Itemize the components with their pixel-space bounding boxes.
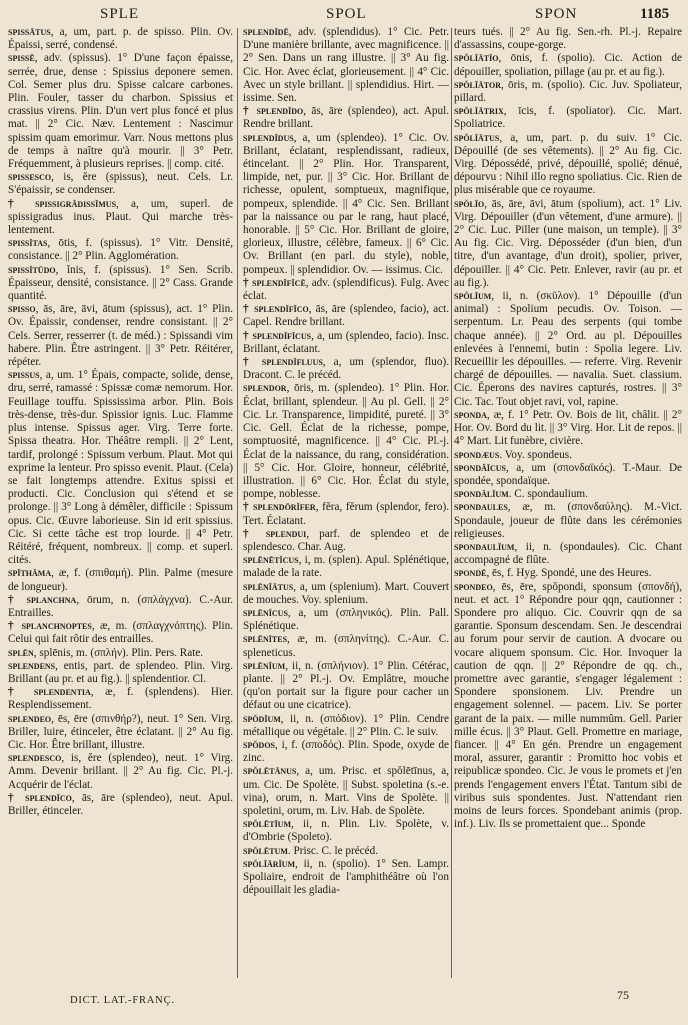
definition: , a, um (σπονδαϊκός). T.-Maur. De spondée, spondaïque.	[454, 461, 682, 487]
definition: , ĭnis, f. (spissus). 1° Sen. Scrib. Épaisseur, densité, consistance. || 2° Cass. Grande quantité.	[8, 263, 233, 303]
definition: , a, um (splendeo). 1° Cic. Ov. Brillant, éclatant, resplendissant, radieux, étincelant. || 2° Plin. Hor. Transparent, limpide, net, pur. || 3° Cic. Hor. Brillant de richesse, opulent, somptueux, magnifique, pompeux, splendide. || 4° Cic. Sen. Brillant par la naissance ou par le rang, haut placé, honorable. || 5° Cic. Hor. Brillant de gloire, glorieux, illustre, célèbre, fameux. || 6° Cic. Ov. Brillant (en parl. du style), noble, pompeux. || splendidior. Ov. — issimus. Cic.	[243, 131, 449, 276]
headword: spissātus	[8, 26, 51, 38]
dictionary-entry	[243, 528, 449, 554]
definition: , ōris, m. (splendeo). 1° Plin. Hor. Éclat, brillant, splendeur. || Au pl. Gell. || 2° Cic. Lr. Transparence, limpidité, pureté. || 3° Cic. Gell. Éclat de la richesse, pompe, somptuosité, magnificence. || 4° Cic. Pl.-j. Éclat de la naissance, du rang, considération. || 5° Cic. Hor. Gloire, honneur, célébrité, illustration. || 6° Cic. Hor. Éclat du style, pompe, noblesse.	[243, 382, 449, 501]
headword: spŏlĭātĭo	[454, 52, 499, 65]
definition: . Prisc. C. le précéd.	[287, 844, 379, 857]
right-guide-word: SPON	[535, 6, 578, 22]
page-footer	[0, 988, 688, 1021]
headword: spŏlētĭum	[243, 818, 292, 831]
definition: , splēnis, m. (σπλήν). Plin. Pers. Rate.	[33, 646, 204, 659]
headword: spissĭtūdo	[8, 263, 56, 276]
dictionary-entry	[454, 581, 682, 832]
headword: spĭthăma	[8, 567, 52, 580]
definition: , ii, n. (σπλήνιον). 1° Plin. Cétérac, plante. || 2° Pl.-j. Ov. Emplâtre, mouche (qu'on portait sur la figure pour cacher un défaut ou une cicatrice).	[243, 659, 449, 712]
dictionary-entry	[454, 52, 682, 78]
headword: † splendĭfĭcus	[243, 329, 312, 342]
dictionary-entry	[8, 567, 233, 593]
definition: . C. spondaulium.	[508, 488, 588, 501]
dictionary-entry	[454, 488, 682, 501]
dictionary-entry	[243, 382, 449, 501]
headword: spondălĭum	[454, 488, 509, 501]
headword: spŏlĭātrix	[454, 105, 504, 118]
dictionary-entry	[243, 26, 449, 105]
dictionary-entry	[454, 290, 682, 409]
dictionary-entry	[8, 660, 233, 686]
definition: , ēs, ēre (σπινθήρ?), neut. 1° Sen. Virg. Briller, luire, étinceler, être éclatant. || 2° Au fig. Cic. Hor. Être brillant, illustre.	[8, 712, 233, 751]
dictionary-entry	[8, 620, 233, 646]
definition: . Voy. spondeus.	[499, 448, 572, 461]
dictionary-entry	[8, 264, 233, 304]
definition: , ās, āre (splendeo, facio), act. Capel. Rendre brillant.	[243, 303, 449, 329]
headword: spondē	[454, 567, 487, 580]
headword: splendeo	[8, 712, 52, 725]
headword: spondæus	[454, 448, 500, 461]
dictionary-entry	[454, 541, 682, 567]
definition: teurs tués. || 2° Au fig. Sen.-rh. Pl.-j. Repaire d'assassins, coupe-gorge.	[454, 26, 682, 52]
headword: † splendōrĭfer	[243, 501, 316, 514]
dictionary-entry	[8, 171, 233, 197]
dictionary-entry	[454, 501, 682, 541]
dictionary-entry	[243, 581, 449, 607]
dictionary-entry	[454, 567, 682, 580]
definition: , ās, āre, āvi, ātum (spolium), act. 1° Liv. Virg. Dépouiller (d'un vêtement, d'une armure). || 2° Cic. Luc. Piller (une maison, un temple). || 3° Au fig. Cic. Virg. Déposséder (d'un bien, d'un titre, d'un avantage, d'un droit), spolier, priver, dépouiller. || 4° Cic. Petr. Enlever, ravir (au pr. et au fig.).	[454, 197, 682, 289]
dictionary-entry	[454, 26, 682, 52]
headword: spŏlĭārĭum	[243, 857, 296, 870]
definition: , ēs, ēre, spŏpondi, sponsum (σπονδή), neut. et act. 1° Répondre pour qqn, cautionner : Spondere pro aliquo. Cic. Couvrir qqn de sa garantie. Sponsum descendam. Sen. Je descendrai au forum pour servir de caution. A dvocare ou vocare aliquem sponsum. Cic. Hor. Invoquer la caution de qqn. || 2° Répondre de qq. ch., promettre avec garantie, s'engager légalement : Spondere sponsionem. Liv. Prendre un engagement solennel. — pacem. Liv. Se porter garant de la paix. — mille nummûm. Gell. Parier mille écus. || 3° Plaut. Gell. Promettre en mariage, fiancer. || 4° En gén. Prendre un engagement moral, assurer, garantir : Promitto hoc vobis et reipublicæ spondeo. Cic. Je vous le promets et j'en prends l'engagement envers l'État. Tantum sibi de viribus suis spondentes. Just. N'attendant rien moins de leurs forces. Spondebant animis (prop. inf.). Liv. Ils se promettaient que... Sponde	[454, 580, 682, 831]
definition: , a, um, part. p. de spisso. Plin. Ov. Épaissi, serré, condensé.	[8, 26, 233, 52]
definition: , adv. (splendificus). Fulg. Avec éclat.	[243, 276, 449, 303]
headword: spondăĭcus	[454, 461, 507, 474]
headword: † splendui	[243, 527, 307, 540]
page-header	[0, 6, 688, 26]
dictionary-entry	[8, 752, 233, 792]
definition: , adv. (spissus). 1° D'une façon épaisse, serrée, drue, dense : Spissius deponere semen. Col. Semer plus dru. Spisse calcare carbones. Plin. Fouler, tasser du charbon. Spissius et crassius virens. Plin. D'un vert plus foncé et plus mat. || 2° Cic. Næv. Lentement : Nascimur spissim quam emorimur. Varr. Nous mettons plus de temps à naître qu'à mourir. || 3° Petr. Fréquemment, à plusieurs reprises. || comp. cité.	[8, 52, 233, 171]
headword: spŏlētum	[243, 844, 288, 857]
definition: , æ, m. (σπλαγχνόπτης). Plin. Celui qui fait rôtir des entrailles.	[8, 620, 233, 646]
dictionary-entry	[243, 713, 449, 739]
definition: , a, um (splendeo, facio). Insc. Brillant, éclatant.	[243, 329, 449, 355]
definition: , ōris, m. (spolio). Cic. Juv. Spoliateur, pillard.	[454, 78, 682, 105]
definition: , a, um. Prisc. et spŏlētīnus, a, um. Cic. De Spolète. || Subst. spoletina (s.-e. vina), orum, n. Mart. Vins de Spolète. || spoletini, orum, m. Liv. Hab. de Spolète.	[243, 765, 449, 817]
dictionary-entry	[243, 633, 449, 659]
headword: spisso	[8, 303, 36, 316]
dictionary-entry	[8, 686, 233, 712]
dictionary-entry	[8, 713, 233, 753]
dictionary-entry	[243, 356, 449, 382]
page-number: 1185	[640, 6, 670, 22]
definition: , ii, n. (spondaules). Cic. Chant accompagné de flûte.	[454, 540, 682, 567]
definition: , īcis, f. (spoliator). Cic. Mart. Spoliatrice.	[454, 105, 682, 131]
headword: spondaulĭum	[454, 540, 515, 553]
dictionary-entry	[243, 739, 449, 765]
definition: , fĕra, fĕrum (splendor, fero). Tert. Éclatant.	[243, 501, 449, 527]
definition: , ii, n. (σπόδιον). 1° Plin. Cendre métallique ou végétale. || 2° Plin. C. le suiv.	[243, 712, 449, 738]
headword: splēnĭātus	[243, 580, 294, 593]
headword: splendesco	[8, 752, 62, 765]
dictionary-entry	[8, 198, 233, 238]
definition: , entis, part. de splendeo. Plin. Virg. Brillant (au pr. et au fig.). || splendentior. Cl.	[8, 659, 233, 685]
headword: splēnītes	[243, 633, 288, 646]
dictionary-entry	[454, 79, 682, 105]
dictionary-entry	[8, 792, 233, 818]
dictionary-entry	[8, 647, 233, 660]
dictionary-entry	[454, 132, 682, 198]
headword: spŏdĭum	[243, 712, 281, 725]
headword: spondeo	[454, 580, 493, 593]
dictionary-entry	[243, 765, 449, 818]
headword: spŏlētānus	[243, 765, 297, 778]
dictionary-entry	[8, 237, 233, 263]
definition: , æ, m. (σπληνίτης). C.-Aur. C. spleneticus.	[243, 633, 449, 659]
definition: , æ, f. (splendens). Hier. Resplendissement.	[8, 686, 233, 712]
definition: , æ, f. 1° Petr. Ov. Bois de lit, châlit. || 2° Hor. Ov. Bord du lit. || 3° Virg. Hor. Lit de repos. || 4° Mart. Lit funèbre, civière.	[454, 408, 682, 448]
dictionary-entry	[243, 845, 449, 858]
dictionary-entry	[243, 330, 449, 356]
headword: splēn	[8, 646, 34, 659]
definition: , i, f. (σποδός). Plin. Spode, oxyde de zinc.	[243, 738, 449, 765]
dictionary-entry	[8, 303, 233, 369]
left-guide-word: SPLE	[100, 6, 140, 22]
headword: † spissigrădissĭmus	[8, 197, 117, 210]
dictionary-entry	[243, 105, 449, 131]
footer-signature: DICT. LAT.-FRANÇ.	[70, 995, 175, 1006]
dictionary-entry	[8, 52, 233, 171]
dictionary-body	[0, 26, 688, 991]
dictionary-entry	[454, 462, 682, 488]
definition: , ās, āre (splendeo), neut. Apul. Briller, étinceler.	[8, 791, 233, 817]
headword: † splendentia	[8, 686, 91, 699]
headword: † splendĭfĭco	[243, 303, 309, 316]
dictionary-entry	[8, 369, 233, 567]
dictionary-entry	[243, 858, 449, 898]
column-3	[454, 26, 682, 991]
definition: , ii, n. (σκῦλον). 1° Dépouille (d'un animal) : Spolium pecudis. Ov. Toison. — serpentum. Lr. Peau des serpents (qui tombe chaque année). || 2° Ord. au pl. Dépouilles enlevées à l'ennemi, butin : Spolia legere. Liv. Recueillir les dépouilles. — referre. Virg. Revenir chargé de dépouilles. — navalia. Suet. classium. Cic. Éperons des navires capturés, rostres. || 3° Cic. Tac. Tout objet ravi, vol, rapine.	[454, 290, 682, 408]
dictionary-entry	[454, 409, 682, 449]
headword: spŏlĭātor	[454, 78, 501, 91]
headword: spŏlĭo	[454, 197, 485, 210]
definition: , a, um. 1° Épais, compacte, solide, dense, dru, serré, ramassé : Spissæ comæ nemorum. Hor. Feuillage touffu. Spississima arbor. Plin. Bois très-dense, très-dur. Spissior ignis. Luc. Flamme plus intense. Spissus ager. Virg. Terre forte. Spissa theatra. Hor. Théâtre rempli. || 2° Lent, tardif, prolongé : Spissum verbum. Plaut. Mot qui exprime la lenteur. Pro spisso evenit. Plaut. (Cela) se fait longtemps attendre. Exitus spissi et producti. Cic. Conclusion qui s'étend et se prolonge. || 3° Long à démêler, difficile : Spissum opus. Cic. Œuvre laborieuse. Sin id erit spissius. Cic. Si cette tâche est trop lourde. || 4° Petr. Réitéré, fréquent, nombreux. || comp. et superl. cités.	[8, 369, 233, 567]
headword: spissesco	[8, 171, 52, 184]
definition: , a, um (splendor, fluo). Dracont. C. le précéd.	[243, 356, 449, 382]
definition: , ii, n. Plin. Liv. Spolète, v. d'Ombrie (Spoleto).	[243, 818, 449, 844]
headword: spissē	[8, 52, 35, 65]
headword: spondaules	[454, 501, 508, 514]
dictionary-entry	[243, 818, 449, 844]
definition: , parf. de splendeo et de splendesco. Char. Aug.	[243, 527, 449, 553]
headword: splendĭdus	[243, 131, 294, 144]
center-guide-word: SPOL	[326, 6, 367, 22]
definition: , i, m. (splen). Apul. Splénétique, malade de la rate.	[243, 554, 449, 580]
headword: splēnētĭcus	[243, 554, 299, 567]
footer-sheet-number: 75	[617, 988, 629, 1002]
headword: splēnĭcus	[243, 606, 288, 619]
headword: splendens	[8, 659, 56, 672]
headword: † splendĭdo	[243, 105, 304, 118]
headword: † splendĭfluus	[243, 356, 323, 369]
dictionary-entry	[243, 607, 449, 633]
headword: splēnĭum	[243, 659, 286, 672]
headword: spŏdos	[243, 738, 276, 751]
definition: , a, um (splenium). Mart. Couvert de mouches. Voy. splenium.	[243, 580, 449, 606]
definition: , æ, f. (σπιθαμή). Plin. Palme (mesure de longueur).	[8, 567, 233, 593]
definition: , is, ĕre (spissus), neut. Cels. Lr. S'épaissir, se condenser.	[8, 171, 233, 197]
definition: , a, um, superl. de spissigradus inus. Plaut. Qui marche très-lentement.	[8, 197, 233, 237]
headword: sponda	[454, 408, 487, 421]
definition: , a, um (σπληνικός). Plin. Pall. Splénétique.	[243, 606, 449, 633]
headword: † splanchna	[8, 593, 77, 606]
dictionary-entry	[243, 303, 449, 329]
headword: spŏlĭum	[454, 290, 492, 303]
definition: , ii, n. (spolio). 1° Sen. Lampr. Spoliaire, endroit de l'amphithéâtre où l'on dépouillait les gladia-	[243, 857, 449, 897]
headword: spissus	[8, 369, 40, 382]
dictionary-entry	[243, 660, 449, 713]
dictionary-entry	[8, 594, 233, 620]
dictionary-entry	[243, 554, 449, 580]
definition: , ōnis, f. (spolio). Cic. Action de dépouiller, spoliation, pillage (au pr. et au fig.).	[454, 52, 682, 78]
headword: † splanchnoptes	[8, 620, 92, 633]
headword: spissĭtas	[8, 237, 48, 250]
headword: splendĭdē	[243, 26, 289, 38]
definition: , ōtis, f. (spissus). 1° Vitr. Densité, consistance. || 2° Plin. Agglomération.	[8, 237, 233, 263]
dictionary-entry	[243, 501, 449, 527]
definition: , a, um, part. p. du suiv. 1° Cic. Dépouillé (de ses vêtements). || 2° Au fig. Cic. Virg. Dépossédé, privé, dépouillé, spolié; dénué, dépourvu : Nihil illo regno spoliatius. Cic. Rien de plus misérable que ce royaume.	[454, 131, 682, 197]
definition: , ōrum, n. (σπλάγχνα). C.-Aur. Entrailles.	[8, 593, 233, 619]
column-1	[8, 26, 233, 991]
definition: , ās, āre (splendeo), act. Apul. Rendre brillant.	[243, 105, 449, 131]
headword: splendor	[243, 382, 287, 395]
definition: , adv. (splendidus). 1° Cic. Petr. D'une manière brillante, avec magnificence. || 2° Sen. Dans un rang illustre. || 3° Au fig. Cic. Hor. Avec éclat, glorieusement. || 4° Cic. Avec un style brillant. || splendidius. Hirt. — issime. Sen.	[243, 26, 449, 105]
definition: , is, ĕre (splendeo), neut. 1° Virg. Amm. Devenir brillant. || 2° Au fig. Cic. Pl.-j. Acquérir de l'éclat.	[8, 752, 233, 791]
dictionary-entry	[454, 198, 682, 290]
definition: , ās, āre, āvi, ātum (spissus), act. 1° Plin. Ov. Épaissir, condenser, rendre consistant. || 2° Cels. Serrer, resserrer (t. de méd.) : Spissandi vim habere. Plin. Être astringent. || 3° Petr. Réitérer, répéter.	[8, 303, 233, 369]
column-2	[243, 26, 449, 991]
definition: , ēs, f. Hyg. Spondé, une des Heures.	[486, 567, 652, 580]
dictionary-entry	[243, 132, 449, 277]
headword: † splendĭfĭcē	[243, 276, 306, 289]
dictionary-entry	[8, 26, 233, 52]
dictionary-entry	[454, 105, 682, 131]
definition: , æ, m. (σπονδαύλης). M.-Vict. Spondaule, joueur de flûte dans les cérémonies religieuses.	[454, 501, 682, 540]
dictionary-entry	[243, 277, 449, 303]
dictionary-entry	[454, 449, 682, 462]
headword: spŏlĭātus	[454, 131, 500, 144]
headword: † splendĭco	[8, 791, 72, 804]
